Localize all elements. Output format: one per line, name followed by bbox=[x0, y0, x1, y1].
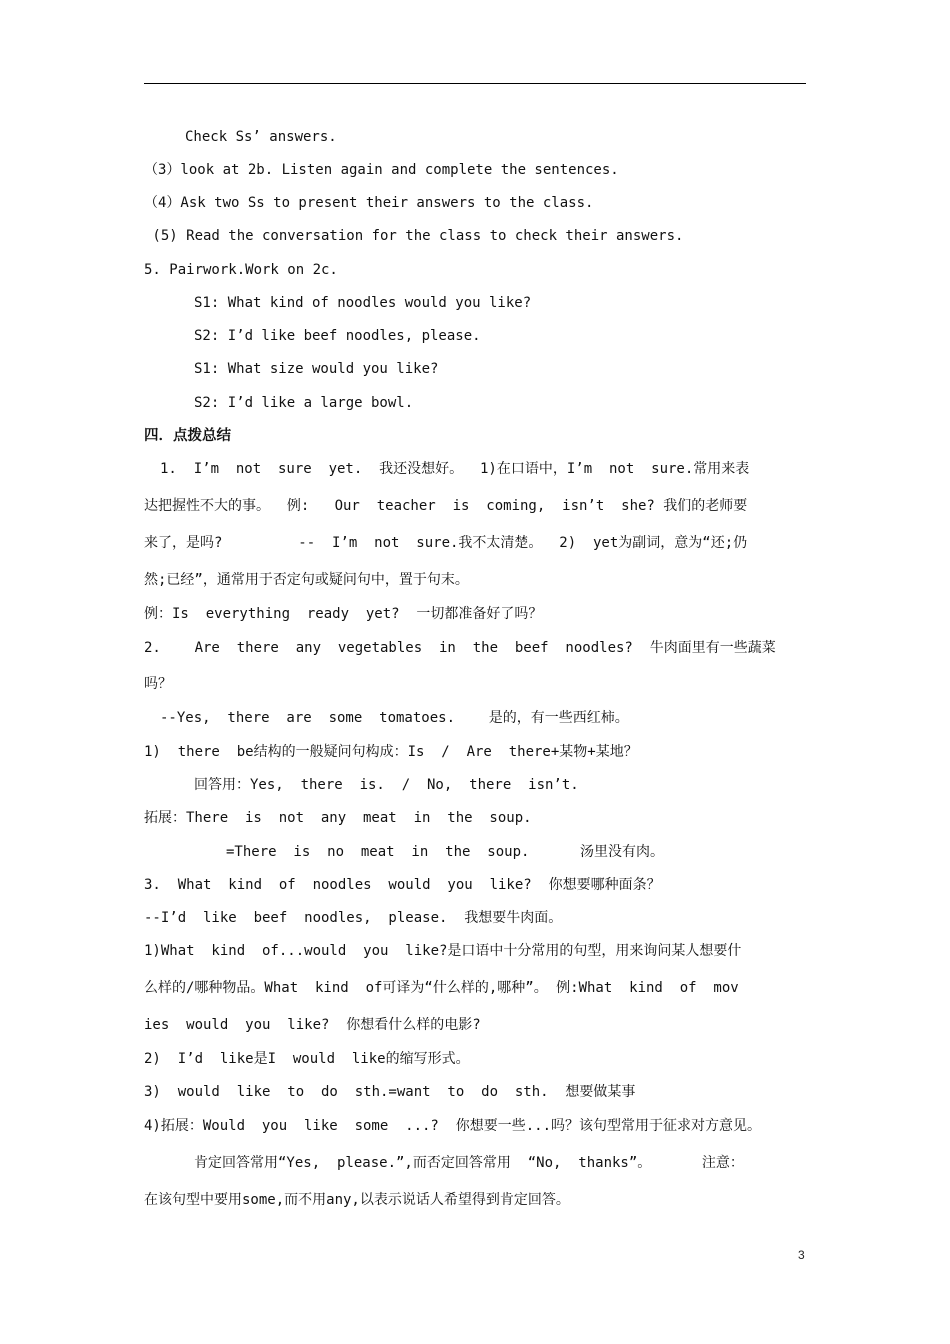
header-rule bbox=[144, 83, 806, 84]
text-line-2: （3）look at 2b. Listen again and complete the sentences. bbox=[144, 162, 619, 178]
text-line-30: 4)拓展：Would you like some ...? 你想要一些...吗？该句型常用于征求对方意见。 bbox=[144, 1118, 762, 1134]
text-line-18: --Yes, there are some tomatoes. 是的，有一些西红柿。 bbox=[160, 710, 629, 726]
text-line-22: =There is no meat in the soup. 汤里没有肉。 bbox=[226, 844, 665, 860]
text-line-26: 么样的/哪种物品。What kind of可译为“什么样的,哪种”。 例:What kind of mov bbox=[144, 980, 739, 996]
text-line-20: 回答用：Yes, there is. / No, there isn’t. bbox=[194, 777, 579, 793]
text-line-14: 然;已经”，通常用于否定句或疑问句中，置于句末。 bbox=[144, 572, 469, 588]
section-heading: 四．点拨总结 bbox=[144, 428, 231, 444]
text-line-32: 在该句型中要用some,而不用any,以表示说话人希望得到肯定回答。 bbox=[144, 1192, 570, 1208]
dialogue-line-4: S2: I’d like a large bowl. bbox=[194, 395, 414, 411]
text-line-19: 1) there be结构的一般疑问句构成：Is / Are there+某物+某地？ bbox=[144, 744, 638, 760]
text-line-4: (5) Read the conversation for the class to check their answers. bbox=[144, 228, 684, 244]
text-line-28: 2) I’d like是I would like的缩写形式。 bbox=[144, 1051, 470, 1067]
dialogue-line-2: S2: I’d like beef noodles, please. bbox=[194, 328, 481, 344]
text-line-27: ies would you like? 你想看什么样的电影? bbox=[144, 1017, 481, 1033]
text-line-24: --I’d like beef noodles, please. 我想要牛肉面。 bbox=[144, 910, 563, 926]
dialogue-line-1: S1: What kind of noodles would you like? bbox=[194, 295, 532, 311]
text-line-25: 1)What kind of...would you like?是口语中十分常用的句型，用来询问某人想要什 bbox=[144, 943, 742, 959]
text-line-16: 2. Are there any vegetables in the beef noodles? 牛肉面里有一些蔬菜 bbox=[144, 640, 776, 656]
text-line-11: 1. I’m not sure yet. 我还没想好。 1)在口语中，I’m not sure.常用来表 bbox=[160, 461, 750, 477]
dialogue-line-3: S1: What size would you like? bbox=[194, 361, 439, 377]
text-line-29: 3) would like to do sth.=want to do sth. 想要做某事 bbox=[144, 1084, 636, 1100]
text-line-17: 吗？ bbox=[144, 676, 172, 692]
text-line-12: 达把握性不大的事。 例: Our teacher is coming, isn’t she? 我们的老师要 bbox=[144, 498, 748, 514]
text-line-1: Check Ss’ answers. bbox=[185, 129, 337, 145]
text-line-5: 5. Pairwork.Work on 2c. bbox=[144, 262, 338, 278]
text-line-15: 例：Is everything ready yet? 一切都准备好了吗？ bbox=[144, 606, 543, 622]
page-number: 3 bbox=[798, 1248, 805, 1262]
text-line-31: 肯定回答常用“Yes, please.”,而否定回答常用 “No, thanks”。 注意： bbox=[194, 1155, 744, 1171]
text-line-13: 来了，是吗? -- I’m not sure.我不太清楚。 2) yet为副词，意为“还;仍 bbox=[144, 535, 748, 551]
text-line-23: 3. What kind of noodles would you like? 你想要哪种面条？ bbox=[144, 877, 661, 893]
text-line-3: （4）Ask two Ss to present their answers to the class. bbox=[144, 195, 594, 211]
text-line-21: 拓展：There is not any meat in the soup. bbox=[144, 810, 532, 826]
